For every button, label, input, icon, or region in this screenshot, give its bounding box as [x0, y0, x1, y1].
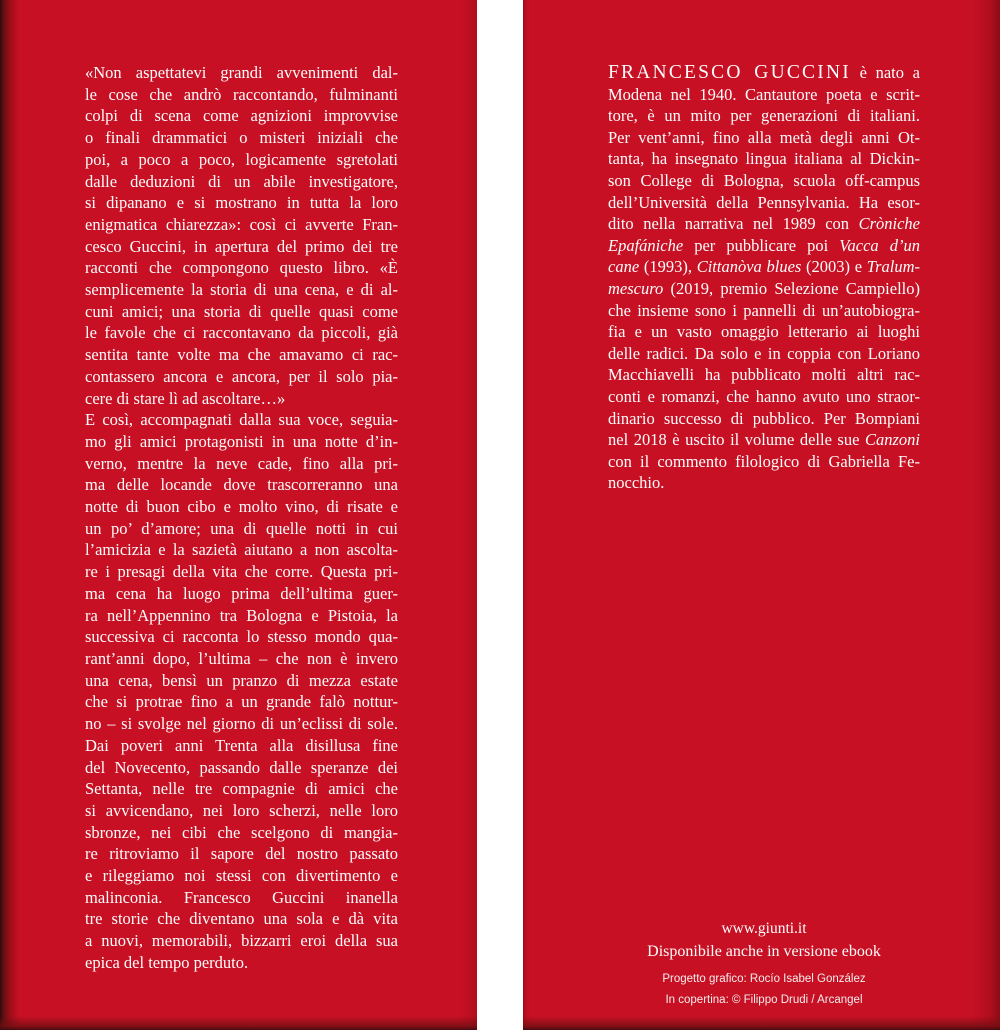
text-line: verno, mentre la neve cade, fino alla pri-: [85, 453, 398, 473]
text-line: ma cena ha luogo prima dell’ultima guer-: [85, 583, 398, 603]
text-line: Settanta, nelle tre compagnie di amici che: [85, 779, 398, 799]
text-line: Macchiavelli ha pubblicato molti altri rac-: [608, 365, 920, 385]
text-line: mo gli amici protagonisti in una notte d’in-: [85, 431, 398, 451]
text-line: si dipanano e si mostrano in tutta la loro: [85, 193, 398, 213]
text-line: tore, è un mito per generazioni di italiani.: [608, 106, 920, 126]
text-line: un po’ d’amore; una di quelle notti in cui: [85, 518, 398, 538]
text-line: cane (1993), Cittanòva blues (2003) e Tralum-: [608, 257, 920, 277]
text-line: epica del tempo perduto.: [85, 952, 249, 972]
text-line: ma delle locande dove trascorreranno una: [85, 475, 398, 495]
text-line: conti e romanzi, che hanno avuto uno straor-: [608, 386, 920, 406]
text-line: fia e un vasto omaggio letterario ai luoghi: [608, 322, 920, 342]
text-line: sentita tante volte ma che amavamo ci rac-: [85, 345, 398, 365]
author-name-caps: FRANCESCO GUCCINI: [608, 62, 851, 83]
paragraph: [608, 62, 920, 494]
text-line: mescuro (2019, premio Selezione Campiello): [608, 278, 920, 298]
text-line: ra nell’Appennino tra Bologna e Pistoia, la: [85, 605, 398, 625]
text-line: o finali drammatici o misteri iniziali che: [85, 128, 398, 148]
flap-footer: [593, 918, 935, 1011]
text-line: cere di stare lì ad ascoltare…»: [85, 388, 286, 408]
text-line: «Non aspettatevi grandi avvenimenti dal-: [85, 63, 398, 82]
front-flap: [0, 0, 477, 1030]
text-line: enigmatica chiarezza»: così ci avverte Fran-: [85, 214, 398, 234]
text-line: notte di buon cibo e molto vino, di risate e: [85, 497, 398, 517]
text-line: cuni amici; una storia di quelle quasi come: [85, 301, 398, 321]
text-line: le cose che andrò raccontando, fulminanti: [85, 84, 398, 104]
text-line: dinario successo di pubblico. Per Bompiani: [608, 408, 920, 428]
text-line: contassero ancora e ancora, per il solo pia-: [85, 366, 398, 386]
text-line: sbronze, nei cibi che scelgono di mangia-: [85, 822, 398, 842]
text-line: E così, accompagnati dalla sua voce, seguia-: [85, 410, 398, 430]
text-line: malinconia. Francesco Guccini inanella: [85, 887, 398, 907]
text-line: successiva ci racconta lo stesso mondo qua-: [85, 627, 398, 647]
text-line: che si protrae fino a un grande falò nottur-: [85, 692, 398, 712]
text-line: Epafániche per pubblicare poi Vacca d’un: [608, 235, 920, 255]
publisher-website: www.giunti.it: [721, 920, 807, 937]
text-line: FRANCESCO GUCCINI è nato a: [608, 62, 920, 83]
text-line: Modena nel 1940. Cantautore poeta e scrit-: [608, 84, 920, 104]
text-line: una cena, bensì un pranzo di mezza estate: [85, 670, 398, 690]
flap-fold-gap: [477, 0, 523, 1030]
text-line: son College di Bologna, scuola off-campus: [608, 170, 920, 190]
text-line: tanta, ha insegnato lingua italiana al Dickin-: [608, 149, 920, 169]
text-line: che insieme sono i pannelli di un’autobiogra-: [608, 300, 920, 320]
text-line: re ritroviamo il sapore del nostro passato: [85, 844, 398, 864]
text-line: re i presagi della vita che corre. Questa pri-: [85, 562, 398, 582]
text-line: rant’anni dopo, l’ultima – che non è invero: [85, 648, 398, 668]
text-line: cesco Guccini, in apertura del primo dei tre: [85, 236, 398, 256]
text-line: delle radici. Da solo e in coppia con Loriano: [608, 343, 920, 363]
text-line: semplicemente la storia di una cena, e di al-: [85, 280, 398, 300]
author-bio-text: [608, 62, 920, 494]
text-line: nocchio.: [608, 473, 665, 493]
text-line: dell’Università della Pennsylvania. Ha esor-: [608, 192, 920, 212]
text-line: tre storie che diventano una sola e dà vita: [85, 909, 398, 929]
text-line: colpi di scena come agnizioni improvvise: [85, 106, 398, 126]
back-flap: [523, 0, 1000, 1030]
paragraph: [85, 409, 398, 973]
text-line: nel 2018 è uscito il volume delle sue Canzoni: [608, 430, 920, 450]
text-line: del Novecento, passando dalle speranze dei: [85, 757, 398, 777]
text-line: le favole che ci raccontavano da piccoli, già: [85, 323, 398, 343]
design-credit: Progetto grafico: Rocío Isabel González: [662, 973, 866, 985]
blurb-text: [85, 62, 398, 974]
text-line: con il commento filologico di Gabriella Fe-: [608, 451, 920, 471]
cover-credit: In copertina: © Filippo Drudi / Arcangel: [665, 994, 863, 1006]
text-line: dito nella narrativa nel 1989 con Cròniche: [608, 214, 920, 234]
text-line: a nuovi, memorabili, bizzarri eroi della sua: [85, 931, 398, 951]
text-line: poi, a poco a poco, logicamente sgretolati: [85, 149, 398, 169]
text-line: si avvicendano, nei loro scherzi, nelle loro: [85, 800, 398, 820]
paragraph: [85, 62, 398, 409]
text-line: dalle deduzioni di un abile investigatore,: [85, 171, 398, 191]
text-line: racconti che compongono questo libro. «È: [85, 258, 398, 278]
text-line: Dai poveri anni Trenta alla disillusa fine: [85, 735, 398, 755]
text-line: Per vent’anni, fino alla metà degli anni Ot-: [608, 127, 920, 147]
text-line: l’amicizia e la sazietà aiutano a non ascolta-: [85, 540, 398, 560]
text-line: no – si svolge nel giorno di un’eclissi di sole.: [85, 714, 398, 734]
text-line: e rileggiamo noi stessi con divertimento e: [85, 866, 398, 886]
ebook-availability-note: Disponibile anche in versione ebook: [647, 943, 881, 960]
